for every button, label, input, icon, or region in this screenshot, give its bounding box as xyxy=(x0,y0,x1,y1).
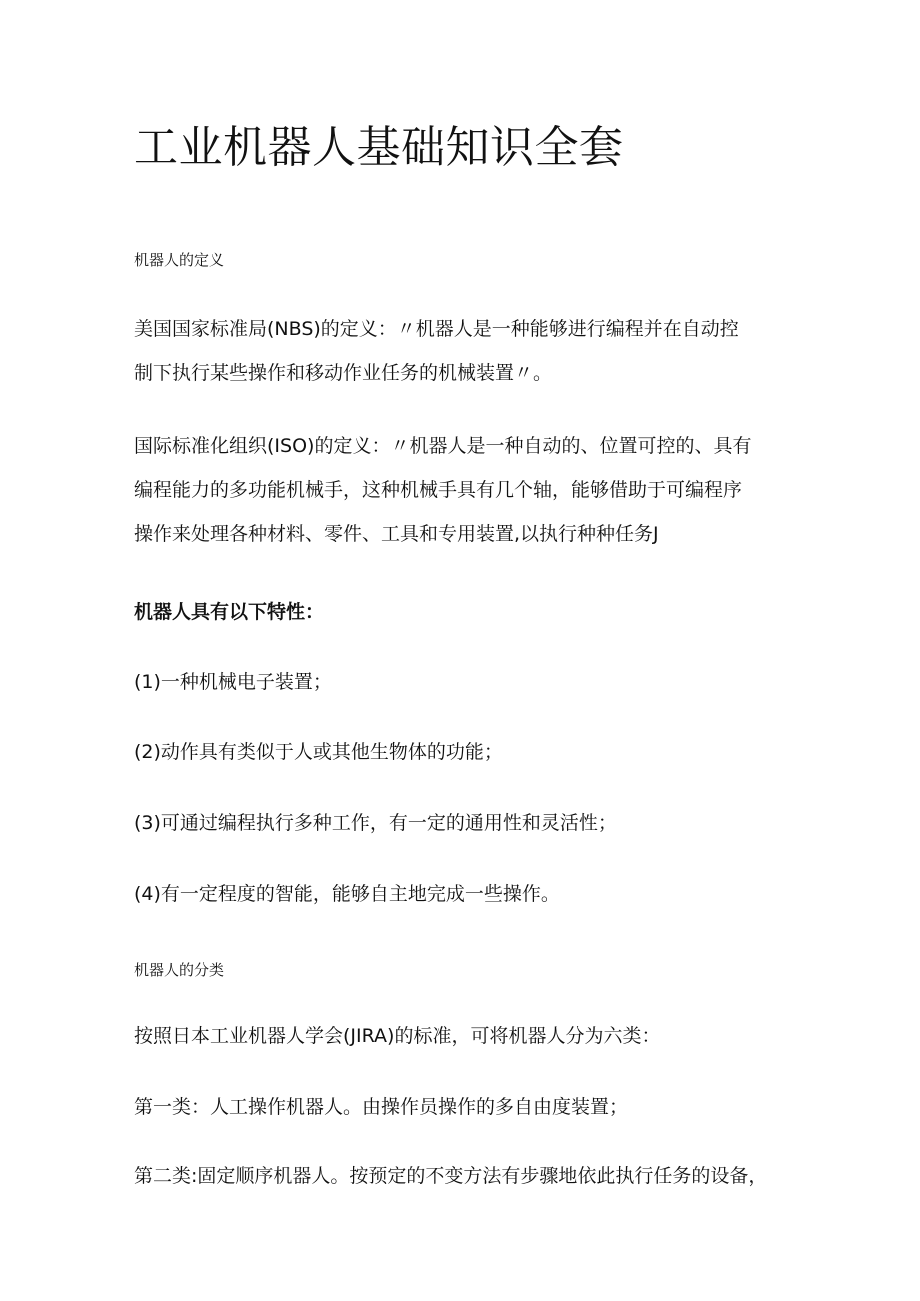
paragraph-line: 操作来处理各种材料、零件、工具和专用装置,以执行种种任务J xyxy=(134,523,659,545)
feature-item-3: (3)可通过编程执行多种工作，有一定的通用性和灵活性； xyxy=(134,812,617,834)
paragraph-line: 制下执行某些操作和移动作业任务的机械装置〃。 xyxy=(134,362,553,384)
document-title: 工业机器人基础知识全套 xyxy=(134,122,624,173)
feature-item-4: (4)有一定程度的智能，能够自主地完成一些操作。 xyxy=(134,883,560,905)
features-heading: 机器人具有以下特性： xyxy=(134,601,325,623)
paragraph-line: 美国国家标准局(NBS)的定义：〃机器人是一种能够进行编程并在自动控 xyxy=(134,318,739,340)
paragraph-line: 编程能力的多功能机械手，这种机械手具有几个轴，能够借助于可编程序 xyxy=(134,479,743,501)
feature-item-2: (2)动作具有类似于人或其他生物体的功能； xyxy=(134,741,503,763)
iso-definition-paragraph xyxy=(134,424,794,556)
feature-item-1: (1)一种机械电子装置； xyxy=(134,671,332,693)
nbs-definition-paragraph xyxy=(134,307,794,395)
classification-item-1: 第一类：人工操作机器人。由操作员操作的多自由度装置； xyxy=(134,1096,629,1118)
section-heading-definition: 机器人的定义 xyxy=(134,251,225,269)
classification-intro: 按照日本工业机器人学会(JIRA)的标准，可将机器人分为六类： xyxy=(134,1025,661,1047)
paragraph-line: 国际标准化组织(ISO)的定义：〃机器人是一种自动的、位置可控的、具有 xyxy=(134,435,752,457)
classification-item-2: 第二类:固定顺序机器人。按预定的不变方法有步骤地依此执行任务的设备， xyxy=(134,1165,768,1187)
section-heading-classification: 机器人的分类 xyxy=(134,961,225,979)
